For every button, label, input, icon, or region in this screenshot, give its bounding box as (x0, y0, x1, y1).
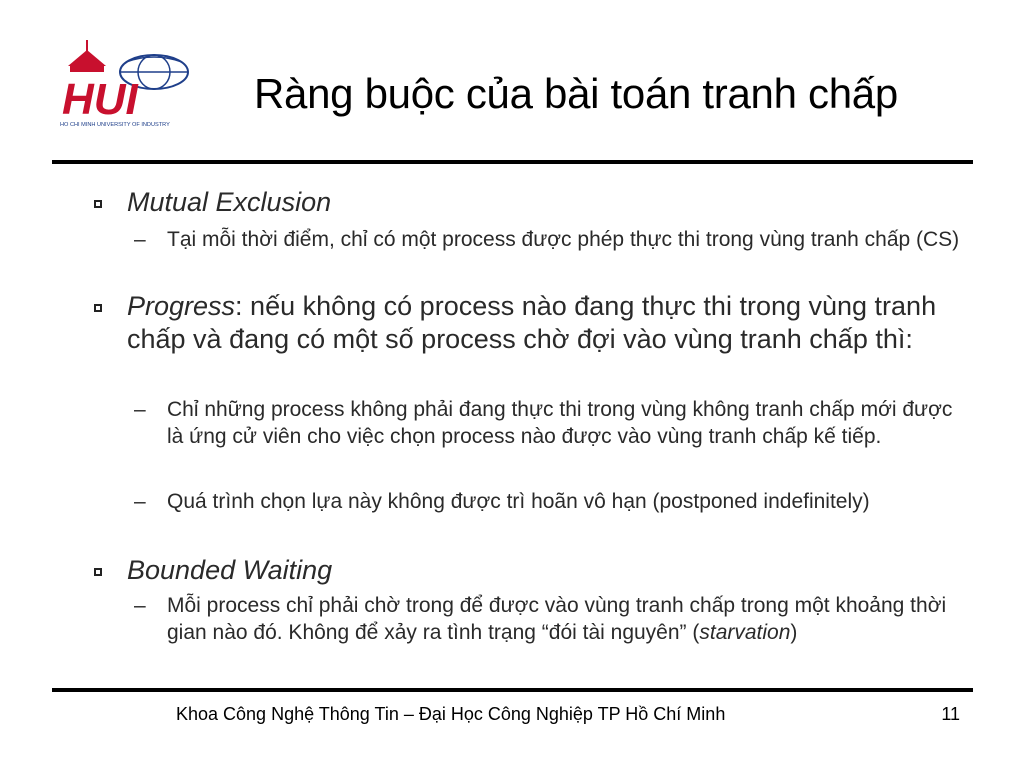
sub-bullet-part: Mỗi process chỉ phải chờ trong để được vào vùng tranh chấp trong một khoảng thời gian nào đó. Không để xảy ra tình trạng “đói tài nguyên” ( (167, 594, 947, 644)
sub-bullet-part: starvation (699, 621, 791, 644)
svg-text:HUI: HUI (62, 75, 138, 124)
sub-bullet-dash: – (134, 594, 146, 617)
sub-bullet-text (167, 226, 967, 253)
bottom-divider (52, 688, 973, 692)
slide-title: Ràng buộc của bài toán tranh chấp (254, 70, 898, 117)
bullet-term: Progress (127, 291, 236, 321)
bullet-description: : nếu không có process nào đang thực thi trong vùng tranh chấp và đang có một số process chờ đợi vào vùng tranh chấp thì: (127, 291, 937, 354)
bullet-square-icon (94, 304, 102, 312)
bullet-text (127, 290, 967, 356)
bullet-text (127, 186, 967, 219)
sub-bullet-part: Chỉ những process không phải đang thực thi trong vùng không tranh chấp mới được là ứng cử viên cho việc chọn process nào được vào vùng tranh chấp kế tiếp. (167, 398, 953, 448)
page-number: 11 (941, 704, 960, 724)
sub-bullet-part: ) (790, 621, 798, 644)
sub-bullet-part: Tại mỗi thời điểm, chỉ có một process được phép thực thi trong vùng tranh chấp (CS) (167, 228, 960, 251)
sub-bullet-dash: – (134, 398, 146, 421)
sub-bullet-dash: – (134, 490, 146, 513)
svg-text:HO CHI MINH UNIVERSITY OF INDU: HO CHI MINH UNIVERSITY OF INDUSTRY (60, 122, 170, 128)
bullet-square-icon (94, 200, 102, 208)
sub-bullet-dash: – (134, 228, 146, 251)
footer-text: Khoa Công Nghệ Thông Tin – Đại Học Công Nghiệp TP Hồ Chí Minh (176, 704, 726, 724)
bullet-text (127, 554, 967, 587)
bullet-term: Bounded Waiting (127, 555, 333, 585)
sub-bullet-part: Quá trình chọn lựa này không được trì hoãn vô hạn (postponed indefinitely) (167, 490, 870, 513)
bullet-square-icon (94, 568, 102, 576)
sub-bullet-text (167, 396, 967, 450)
sub-bullet-text (167, 488, 967, 515)
sub-bullet-text (167, 592, 967, 646)
bullet-term: Mutual Exclusion (127, 187, 332, 217)
